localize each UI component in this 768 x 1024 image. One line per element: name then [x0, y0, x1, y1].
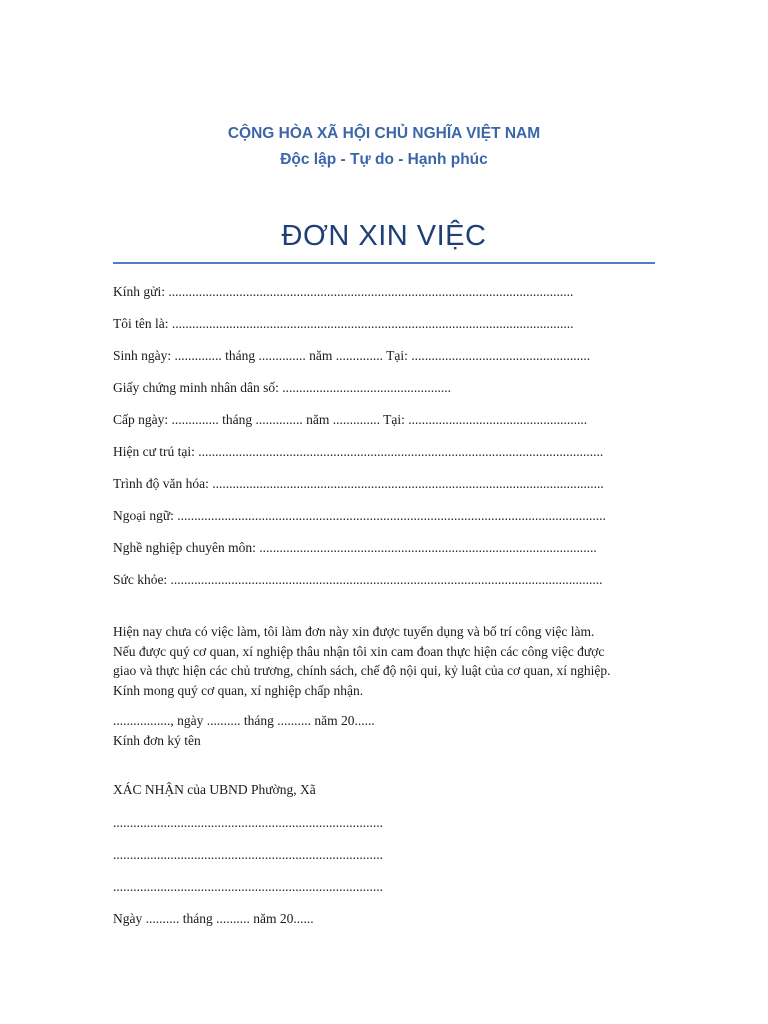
paragraph-line: giao và thực hiện các chủ trương, chính sách, chế độ nội qui, kỷ luật của cơ quan, xí nghiệp. — [113, 663, 611, 679]
field-birth: Sinh ngày: .............. tháng .............. năm .............. Tại: ..................................................... — [113, 348, 591, 363]
paragraph-line: Hiện nay chưa có việc làm, tôi làm đơn này xin được tuyển dụng và bố trí công việc làm. — [113, 624, 595, 639]
application-paragraph — [113, 622, 673, 700]
paragraph-line: Nếu được quý cơ quan, xí nghiệp thâu nhận tôi xin cam đoan thực hiện các công việc được — [113, 643, 605, 659]
field-profession: Nghề nghiệp chuyên môn: .................................................................................................... — [113, 540, 597, 555]
confirmation-date: Ngày .......... tháng .......... năm 20...... — [113, 911, 314, 926]
motto-header: Độc lập - Tự do - Hạnh phúc — [280, 151, 488, 168]
field-education: Trình độ văn hóa: .................................................................................................................... — [113, 476, 604, 491]
field-issue-date: Cấp ngày: .............. tháng .............. năm .............. Tại: ..................................................... — [113, 412, 588, 427]
signature-label: Kính đơn ký tên — [113, 733, 201, 748]
confirmation-blank-line: ................................................................................ — [113, 879, 383, 894]
paragraph-line: Kính mong quý cơ quan, xí nghiệp chấp nhận. — [113, 682, 364, 698]
field-recipient: Kính gửi: ........................................................................................................................ — [113, 284, 574, 299]
confirmation-heading: XÁC NHẬN của UBND Phường, Xã — [113, 782, 316, 797]
nation-header: CỘNG HÒA XÃ HỘI CHỦ NGHĨA VIỆT NAM — [227, 125, 541, 142]
field-health: Sức khỏe: ................................................................................................................................ — [113, 572, 603, 587]
confirmation-blank-line: ................................................................................ — [113, 847, 383, 862]
title-underline — [113, 262, 655, 264]
field-languages: Ngoại ngữ: ............................................................................................................................... — [113, 508, 606, 523]
document-title: ĐƠN XIN VIỆC — [281, 220, 487, 252]
field-residence: Hiện cư trú tại: ........................................................................................................................ — [113, 444, 604, 459]
field-id-number: Giấy chứng minh nhân dân số: .................................................. — [113, 380, 452, 395]
field-name: Tôi tên là: ....................................................................................................................... — [113, 316, 574, 331]
signature-date: ................., ngày .......... tháng .......... năm 20...... — [113, 713, 375, 728]
confirmation-blank-line: ................................................................................ — [113, 815, 383, 830]
